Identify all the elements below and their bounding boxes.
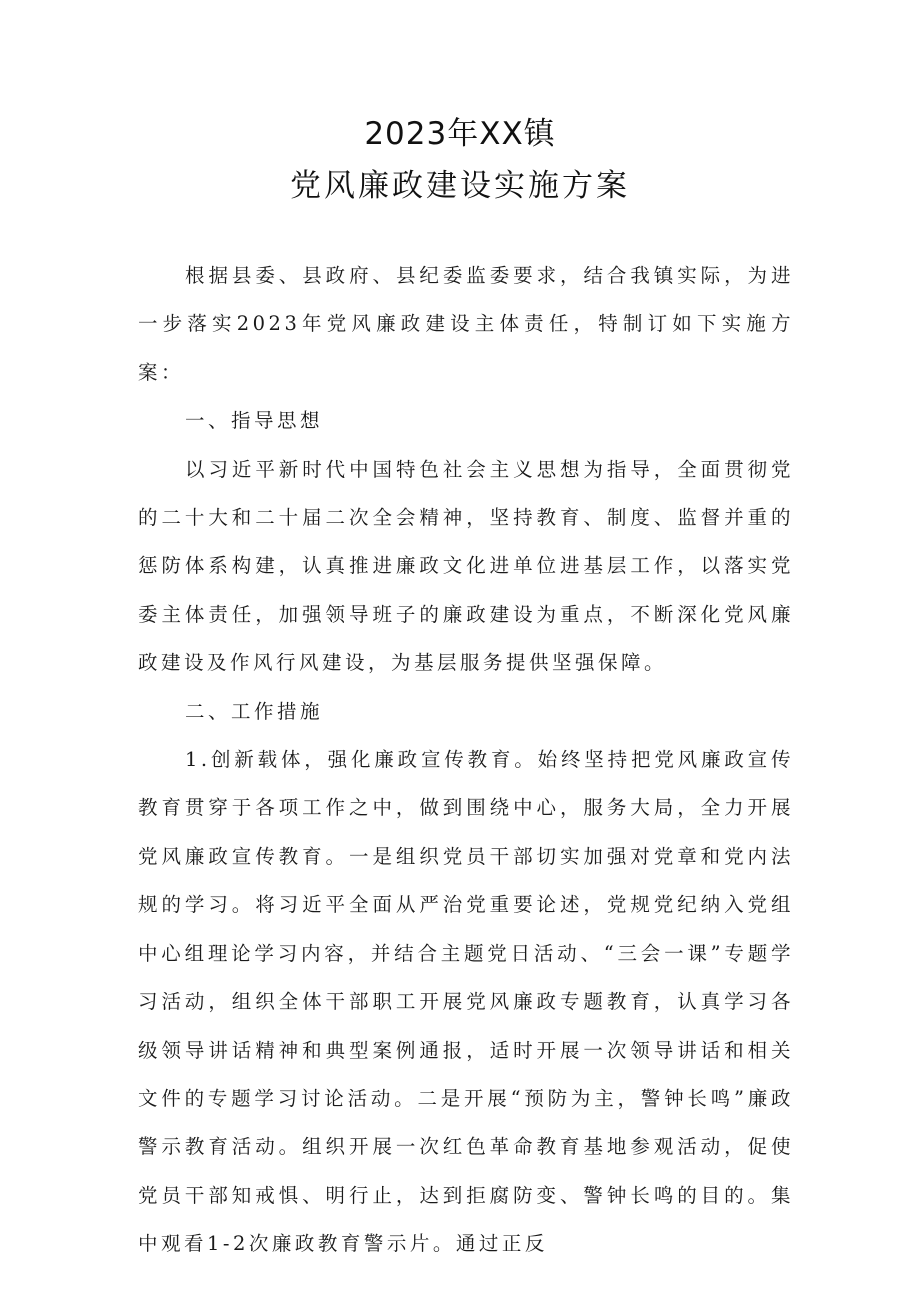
document-body [138, 252, 794, 1269]
title-line-plan-name: 党风廉政建设实施方案 [290, 168, 630, 204]
section-heading-guiding-thought: 一、指导思想 [185, 409, 324, 433]
title-line-year-town: 2023年XX镇 [364, 116, 556, 152]
section-heading-work-measures: 二、工作措施 [185, 699, 324, 723]
paragraph-measure-1: 1.创新载体，强化廉政宣传教育。始终坚持把党风廉政宣传教育贯穿于各项工作之中，做到围绕中心，服务大局，全力开展党风廉政宣传教育。一是组织党员干部切实加强对党章和党内法规的学习。将习近平全面从严治党重要论述，党规党纪纳入党组中心组理论学习内容，并结合主题党日活动、“三会一课”专题学习活动，组织全体干部职工开展党风廉政专题教育，认真学习各级领导讲话精神和典型案例通报，适时开展一次领导讲话和相关文件的专题学习讨论活动。二是开展“预防为主，警钟长鸣”廉政警示教育活动。组织开展一次红色革命教育基地参观活动，促使党员干部知戒惧、明行止，达到拒腐防变、警钟长鸣的目的。集中观看1-2次廉政教育警示片。通过正反 [138, 748, 794, 1256]
paragraph-intro: 根据县委、县政府、县纪委监委要求，结合我镇实际，为进一步落实2023年党风廉政建设主体责任，特制订如下实施方案： [138, 264, 794, 384]
paragraph-guiding-thought: 以习近平新时代中国特色社会主义思想为指导，全面贯彻党的二十大和二十届二次全会精神，坚持教育、制度、监督并重的惩防体系构建，认真推进廉政文化进单位进基层工作，以落实党委主体责任，加强领导班子的廉政建设为重点，不断深化党风廉政建设及作风行风建设，为基层服务提供坚强保障。 [138, 457, 794, 675]
document-title [0, 108, 920, 212]
